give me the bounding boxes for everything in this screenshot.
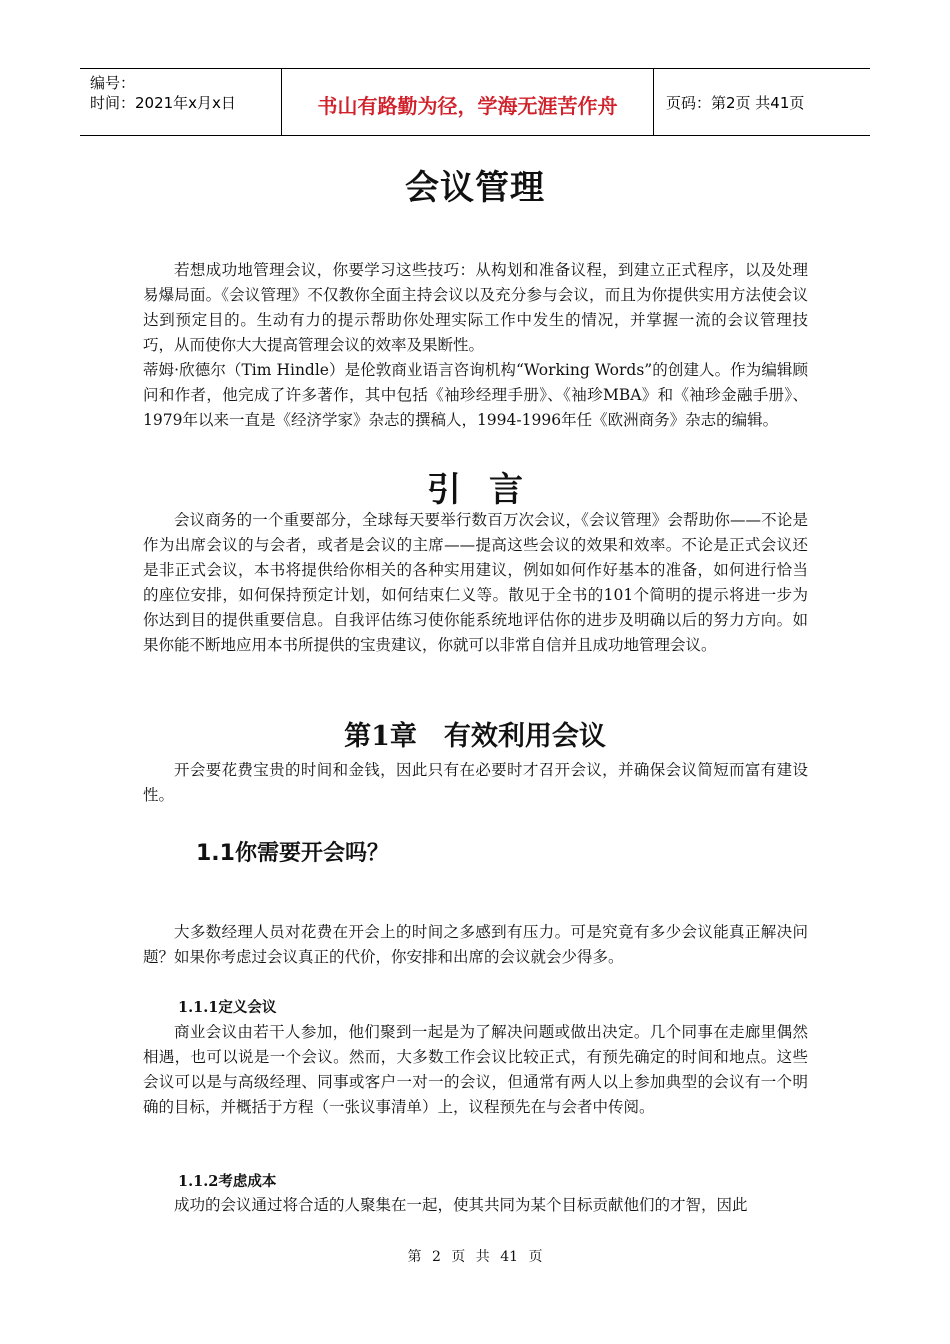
page-header bbox=[80, 68, 870, 136]
section-1-1-2 bbox=[143, 1193, 808, 1218]
section-1-1-paragraph: 大多数经理人员对花费在开会上的时间之多感到有压力。可是究竟有多少会议能真正解决问题？如果你考虑过会议真正的代价，你安排和出席的会议就会少得多。 bbox=[143, 923, 808, 966]
header-motto: 书山有路勤为径，学海无涯苦作舟 bbox=[282, 69, 654, 135]
header-time: 时间：2021年x月x日 bbox=[90, 94, 236, 112]
preface-section bbox=[143, 508, 808, 658]
section-1-1-1-paragraph: 商业会议由若干人参加，他们聚到一起是为了解决问题或做出决定。几个同事在走廊里偶然相遇，也可以说是一个会议。然而，大多数工作会议比较正式，有预先确定的时间和地点。这些会议可以是与高级经理、同事或客户一对一的会议，但通常有两人以上参加典型的会议有一个明确的目标，并概括于方程（一张议事清单）上，议程预先在与会者中传阅。 bbox=[143, 1023, 808, 1116]
header-number: 编号： bbox=[90, 74, 136, 92]
section-1-1-heading: 1.1你需要开会吗？ bbox=[196, 841, 389, 866]
page-footer: 第 2 页 共 41 页 bbox=[407, 1249, 543, 1265]
header-page-info: 页码：第2页 共41页 bbox=[666, 93, 805, 112]
chapter-section bbox=[143, 758, 808, 808]
chapter-heading: 第1章 有效利用会议 bbox=[344, 721, 606, 752]
document-title: 会议管理 bbox=[405, 168, 545, 208]
intro-paragraph-1: 若想成功地管理会议，你要学习这些技巧：从构划和准备议程，到建立正式程序，以及处理易爆局面。《会议管理》不仅教你全面主持会议以及充分参与会议，而且为你提供实用方法使会议达到预定目的。生动有力的提示帮助你处理实际工作中发生的情况，并掌握一流的会议管理技巧，从而使你大大提高管理会议的效率及果断性。 bbox=[143, 261, 808, 354]
section-1-1 bbox=[143, 920, 808, 970]
intro-section bbox=[143, 258, 808, 433]
intro-paragraph-2: 蒂姆·欣德尔（Tim Hindle）是伦敦商业语言咨询机构“Working Words”的创建人。作为编辑顾问和作者，他完成了许多著作，其中包括《袖珍经理手册》、《袖珍MBA》和《袖珍金融手册》、1979年以来一直是《经济学家》杂志的撰稿人，1994-1996年任《欧洲商务》杂志的编辑。 bbox=[143, 361, 808, 429]
chapter-paragraph: 开会要花费宝贵的时间和金钱，因此只有在必要时才召开会议，并确保会议简短而富有建设性。 bbox=[143, 761, 808, 804]
section-1-1-1 bbox=[143, 1020, 808, 1120]
preface-paragraph: 会议商务的一个重要部分，全球每天要举行数百万次会议，《会议管理》会帮助你——不论是作为出席会议的与会者，或者是会议的主席——提高这些会议的效果和效率。不论是正式会议还是非正式会议，本书将提供给你相关的各种实用建议，例如如何作好基本的准备，如何进行恰当的座位安排，如何保持预定计划，如何结束仁义等。散见于全书的101个简明的提示将进一步为你达到目的提供重要信息。自我评估练习使你能系统地评估你的进步及明确以后的努力方向。如果你能不断地应用本书所提供的宝贵建议，你就可以非常自信并且成功地管理会议。 bbox=[143, 511, 808, 654]
header-meta bbox=[80, 69, 282, 135]
section-1-1-1-heading: 1.1.1定义会议 bbox=[178, 999, 277, 1016]
section-1-1-2-paragraph: 成功的会议通过将合适的人聚集在一起，使其共同为某个目标贡献他们的才智，因此 bbox=[174, 1196, 748, 1214]
section-1-1-2-heading: 1.1.2考虑成本 bbox=[178, 1173, 277, 1190]
preface-heading: 引言 bbox=[427, 470, 551, 510]
